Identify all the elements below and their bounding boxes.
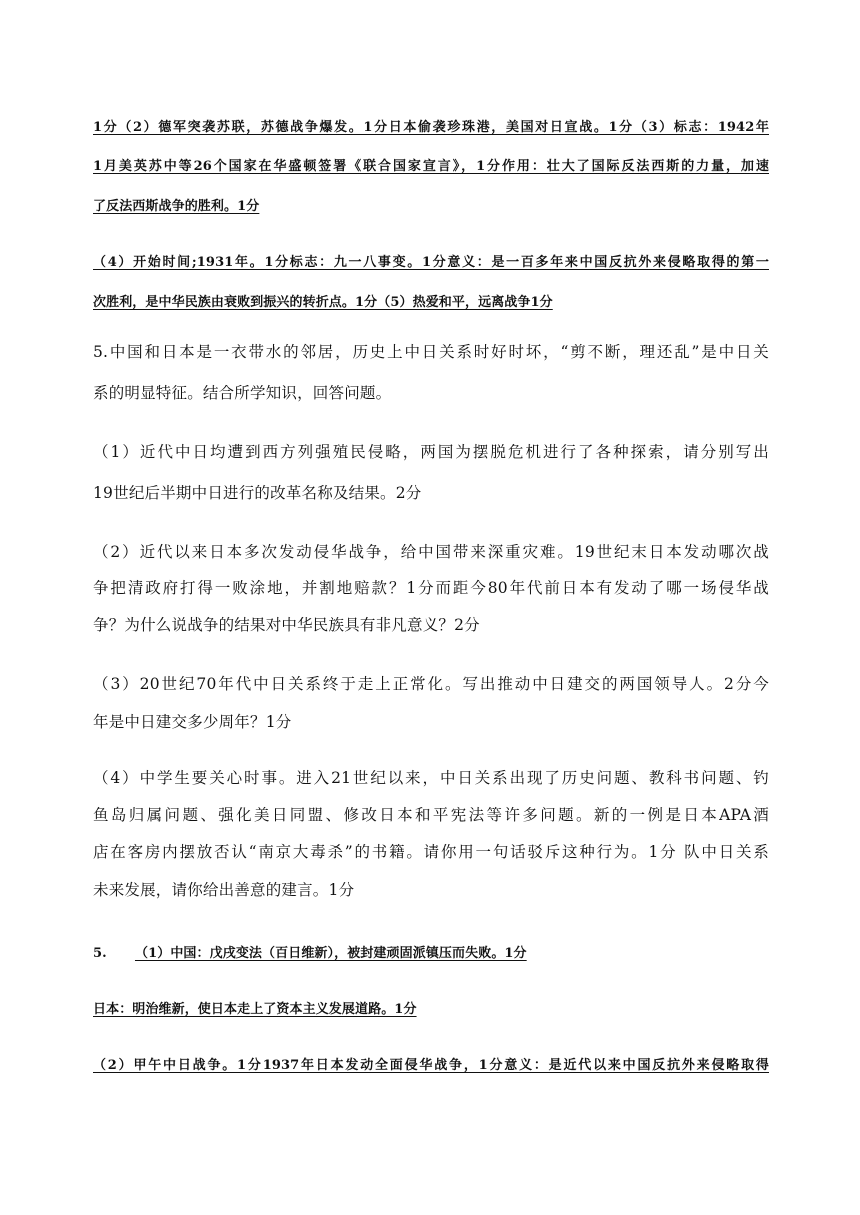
question-text: 争？为什么说战争的结果对中华民族具有非凡意义？2分 xyxy=(93,616,480,634)
question-text: 鱼岛归属问题、强化美日同盟、修改日本和平宪法等许多问题。新的一例是日本APA酒 xyxy=(93,806,769,824)
question-text: 19世纪后半期中日进行的改革名称及结果。2分 xyxy=(93,484,422,502)
question-text: （4）中学生要关心时事。进入21世纪以来，中日关系出现了历史问题、教科书问题、钓 xyxy=(93,769,769,787)
question-text: 未来发展，请你给出善意的建言。1分 xyxy=(93,881,355,899)
answer-line: 了反法西斯战争的胜利。1分 xyxy=(93,199,260,214)
question-text: 争把清政府打得一败涂地，并割地赔款？1分而距今80年代前日本有发动了哪一场侵华战 xyxy=(93,579,769,597)
question-text: （3）20世纪70年代中日关系终于走上正常化。写出推动中日建交的两国领导人。2分今 xyxy=(93,675,769,693)
question-text: （2）近代以来日本多次发动侵华战争，给中国带来深重灾难。19世纪末日本发动哪次战 xyxy=(93,543,769,561)
answer-line: 1分（2）德军突袭苏联，苏德战争爆发。1分日本偷袭珍珠港，美国对日宣战。1分（3）标志：1942年 xyxy=(93,120,769,135)
answer-line: （1）中国：戊戌变法（百日维新），被封建顽固派镇压而失败。1分 xyxy=(134,946,527,961)
answer-line: （2）甲午中日战争。1分1937年日本发动全面侵华战争，1分意义：是近代以来中国反抗外来侵略取得 xyxy=(93,1058,769,1073)
answer-line: 日本：明治维新，使日本走上了资本主义发展道路。1分 xyxy=(93,1002,417,1017)
question-text: 系的明显特征。结合所学知识，回答问题。 xyxy=(93,384,392,402)
question-text: （1）近代中日均遭到西方列强殖民侵略，两国为摆脱危机进行了各种探索，请分别写出 xyxy=(93,443,769,461)
answer-line: 1月美英苏中等26个国家在华盛顿签署《联合国家宣言》，1分作用：壮大了国际反法西斯的力量，加速 xyxy=(93,159,769,174)
answer-number: 5. xyxy=(93,946,107,961)
answer-line: （4）开始时间;1931年。1分标志：九一八事变。1分意义：是一百多年来中国反抗外来侵略取得的第一 xyxy=(93,255,769,270)
question-text: 店在客房内摆放否认“南京大毒杀”的书籍。请你用一句话驳斥这种行为。1分 队中日关系 xyxy=(93,843,769,861)
answer-5-row xyxy=(93,942,769,961)
answer-line: 次胜利，是中华民族由衰败到振兴的转折点。1分（5）热爱和平，远离战争1分 xyxy=(93,295,553,310)
question-text: 5.中国和日本是一衣带水的邻居，历史上中日关系时好时坏，“剪不断，理还乱”是中日关 xyxy=(93,343,769,361)
question-text: 年是中日建交多少周年？1分 xyxy=(93,713,292,731)
